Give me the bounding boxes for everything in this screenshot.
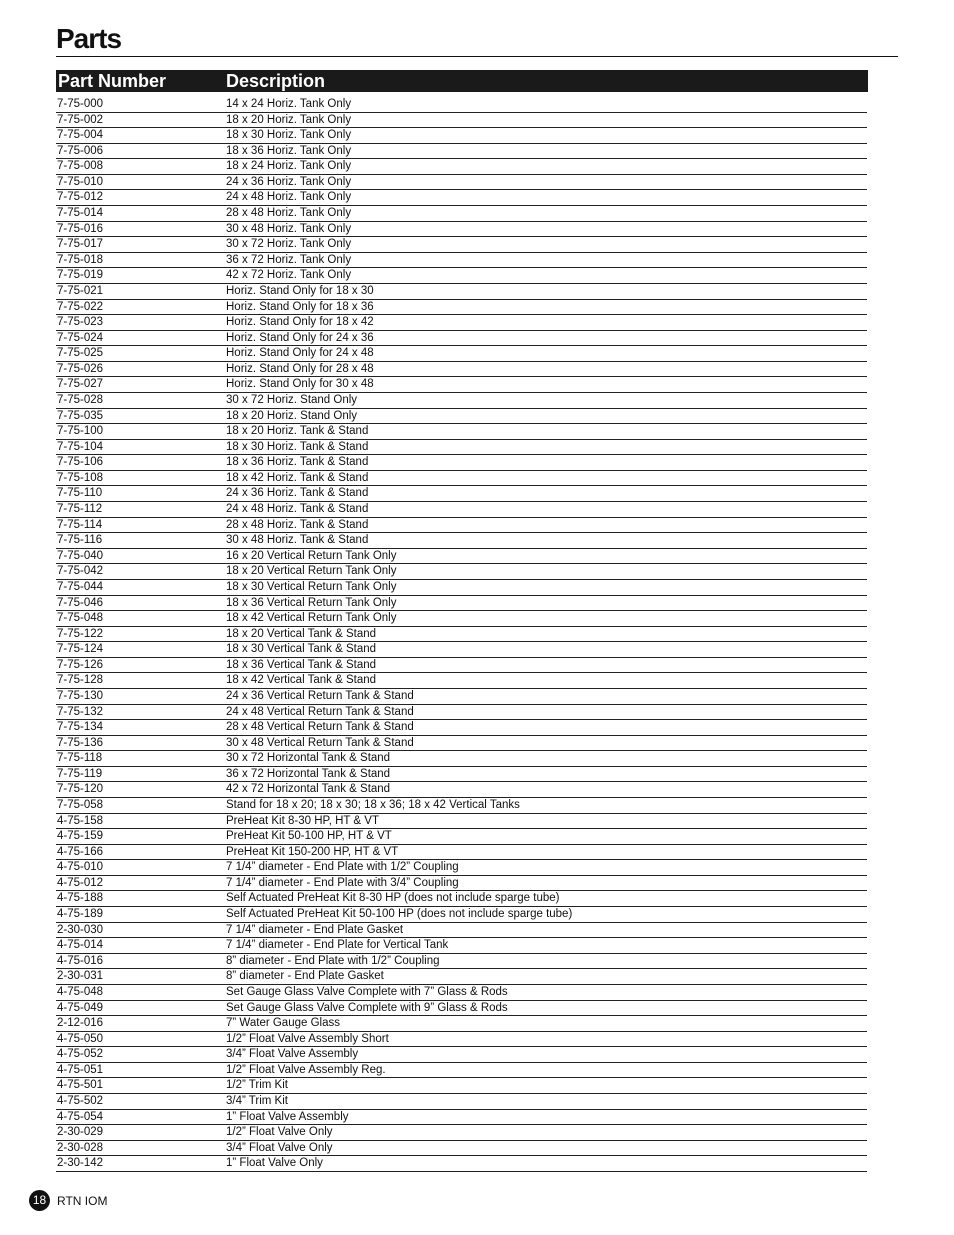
description-cell: 18 x 36 Horiz. Tank & Stand [226, 456, 369, 469]
page-number-badge: 18 [29, 1190, 50, 1211]
table-row [56, 159, 867, 175]
table-row [56, 1094, 867, 1110]
table-row [56, 144, 867, 160]
description-cell: 18 x 30 Horiz. Tank & Stand [226, 440, 369, 453]
table-row [56, 845, 867, 861]
part-number-cell: 4-75-049 [57, 1001, 104, 1014]
description-cell: PreHeat Kit 8-30 HP, HT & VT [226, 814, 379, 827]
parts-table-header [56, 70, 868, 92]
part-number-cell: 7-75-110 [57, 487, 103, 500]
table-row [56, 190, 867, 206]
table-row [56, 969, 867, 985]
part-number-cell: 7-75-134 [57, 721, 104, 734]
table-row [56, 440, 867, 456]
part-number-cell: 7-75-130 [57, 689, 104, 702]
part-number-cell: 7-75-104 [57, 440, 104, 453]
part-number-cell: 2-12-016 [57, 1017, 104, 1030]
table-row [56, 954, 867, 970]
part-number-cell: 2-30-030 [57, 923, 104, 936]
table-row [56, 627, 867, 643]
table-row [56, 268, 867, 284]
description-cell: Horiz. Stand Only for 18 x 30 [226, 284, 374, 297]
part-number-cell: 7-75-024 [57, 331, 104, 344]
table-row [56, 923, 867, 939]
description-cell: 42 x 72 Horiz. Tank Only [226, 269, 352, 282]
page-title: Parts [56, 23, 122, 54]
table-row [56, 222, 867, 238]
part-number-cell: 4-75-012 [57, 876, 104, 889]
part-number-cell: 7-75-108 [57, 471, 104, 484]
table-row [56, 533, 867, 549]
description-cell: 30 x 72 Horiz. Tank Only [226, 238, 352, 251]
table-row [56, 580, 867, 596]
part-number-cell: 7-75-018 [57, 253, 104, 266]
part-number-cell: 2-30-031 [57, 970, 104, 983]
part-number-cell: 2-30-029 [57, 1126, 104, 1139]
table-row [56, 113, 867, 129]
part-number-cell: 7-75-040 [57, 549, 104, 562]
part-number-cell: 7-75-027 [57, 378, 104, 391]
part-number-cell: 4-75-189 [57, 908, 104, 921]
table-row [56, 393, 867, 409]
part-number-cell: 7-75-124 [57, 643, 104, 656]
description-cell: Horiz. Stand Only for 18 x 42 [226, 316, 374, 329]
description-cell: 1” Float Valve Only [226, 1157, 323, 1170]
description-cell: 7 1/4” diameter - End Plate Gasket [226, 923, 404, 936]
part-number-cell: 4-75-166 [57, 845, 104, 858]
description-cell: 30 x 48 Horiz. Tank & Stand [226, 534, 369, 547]
description-cell: 42 x 72 Horizontal Tank & Stand [226, 783, 391, 796]
table-row [56, 206, 867, 222]
part-number-cell: 7-75-114 [57, 518, 103, 531]
part-number-cell: 7-75-008 [57, 160, 104, 173]
part-number-cell: 4-75-014 [57, 939, 104, 952]
table-row [56, 767, 867, 783]
description-cell: 18 x 20 Horiz. Tank Only [226, 113, 352, 126]
description-cell: 18 x 42 Vertical Tank & Stand [226, 674, 377, 687]
part-number-cell: 7-75-058 [57, 799, 104, 812]
description-cell: 1/2” Float Valve Assembly Reg. [226, 1063, 386, 1076]
description-cell: 18 x 42 Vertical Return Tank Only [226, 612, 397, 625]
part-number-cell: 4-75-158 [57, 814, 104, 827]
description-cell: 18 x 36 Vertical Tank & Stand [226, 658, 377, 671]
description-cell: 18 x 42 Horiz. Tank & Stand [226, 471, 369, 484]
table-row [56, 891, 867, 907]
part-number-cell: 7-75-023 [57, 316, 104, 329]
table-row [56, 455, 867, 471]
part-number-cell: 4-75-054 [57, 1110, 104, 1123]
part-number-cell: 7-75-132 [57, 705, 104, 718]
table-row [56, 782, 867, 798]
description-cell: 7 1/4” diameter - End Plate with 1/2” Coupling [226, 861, 459, 874]
table-row [56, 97, 867, 113]
description-cell: 1/2” Float Valve Assembly Short [226, 1032, 389, 1045]
part-number-cell: 7-75-100 [57, 425, 104, 438]
part-number-cell: 7-75-116 [57, 534, 103, 547]
description-cell: 3/4” Trim Kit [226, 1095, 288, 1107]
table-row [56, 549, 867, 565]
part-number-cell: 7-75-122 [57, 627, 104, 640]
description-cell: 36 x 72 Horizontal Tank & Stand [226, 767, 391, 780]
description-cell: 3/4” Float Valve Assembly [226, 1048, 359, 1061]
part-number-cell: 7-75-000 [57, 98, 104, 110]
table-row [56, 315, 867, 331]
part-number-cell: 7-75-136 [57, 736, 104, 749]
part-number-cell: 7-75-016 [57, 222, 104, 235]
description-cell: 18 x 20 Horiz. Tank & Stand [226, 425, 369, 438]
table-row [56, 471, 867, 487]
description-cell: 30 x 48 Vertical Return Tank & Stand [226, 736, 414, 749]
part-number-cell: 7-75-019 [57, 269, 104, 282]
part-number-cell: 7-75-004 [57, 129, 104, 142]
part-number-cell: 7-75-044 [57, 580, 104, 593]
part-number-cell: 7-75-025 [57, 347, 104, 360]
description-cell: 28 x 48 Horiz. Tank Only [226, 207, 352, 220]
part-number-cell: 7-75-046 [57, 596, 104, 609]
table-row [56, 907, 867, 923]
column-header-part-number: Part Number [58, 71, 167, 91]
part-number-cell: 7-75-106 [57, 456, 104, 469]
table-row [56, 128, 867, 144]
description-cell: 24 x 48 Horiz. Tank Only [226, 191, 352, 204]
description-cell: 1” Float Valve Assembly [226, 1110, 349, 1123]
table-row [56, 284, 867, 300]
description-cell: 18 x 36 Vertical Return Tank Only [226, 596, 397, 609]
table-row [56, 798, 867, 814]
table-row [56, 938, 867, 954]
part-number-cell: 7-75-126 [57, 658, 104, 671]
part-number-cell: 7-75-128 [57, 674, 104, 687]
part-number-cell: 4-75-159 [57, 830, 104, 843]
table-row [56, 611, 867, 627]
part-number-cell: 4-75-188 [57, 892, 104, 905]
table-row [56, 1125, 867, 1141]
part-number-cell: 7-75-112 [57, 503, 103, 516]
part-number-cell: 4-75-016 [57, 954, 104, 967]
description-cell: PreHeat Kit 50-100 HP, HT & VT [226, 830, 392, 843]
table-row [56, 736, 867, 752]
part-number-cell: 7-75-042 [57, 565, 104, 578]
part-number-cell: 7-75-006 [57, 144, 104, 157]
description-cell: PreHeat Kit 150-200 HP, HT & VT [226, 845, 399, 858]
description-cell: 30 x 48 Horiz. Tank Only [226, 222, 352, 235]
table-row [56, 175, 867, 191]
description-cell: Horiz. Stand Only for 24 x 48 [226, 347, 374, 360]
table-row [56, 486, 867, 502]
description-cell: Horiz. Stand Only for 18 x 36 [226, 300, 374, 313]
description-cell: 18 x 30 Vertical Tank & Stand [226, 643, 377, 656]
part-number-cell: 7-75-014 [57, 207, 104, 220]
table-row [56, 1063, 867, 1079]
table-row [56, 876, 867, 892]
description-cell: 24 x 48 Horiz. Tank & Stand [226, 503, 369, 516]
table-row [56, 346, 867, 362]
table-row [56, 253, 867, 269]
table-row [56, 409, 867, 425]
part-number-cell: 7-75-028 [57, 393, 104, 406]
part-number-cell: 4-75-050 [57, 1032, 104, 1045]
table-row [56, 362, 867, 378]
part-number-cell: 4-75-501 [57, 1079, 104, 1092]
table-row [56, 1110, 867, 1126]
part-number-cell: 4-75-502 [57, 1095, 104, 1107]
description-cell: 7” Water Gauge Glass [226, 1017, 340, 1030]
description-cell: Horiz. Stand Only for 28 x 48 [226, 362, 374, 375]
table-row [56, 564, 867, 580]
part-number-cell: 4-75-048 [57, 985, 104, 998]
table-row [56, 1001, 867, 1017]
part-number-cell: 2-30-142 [57, 1157, 104, 1170]
description-cell: Set Gauge Glass Valve Complete with 9” Glass & Rods [226, 1001, 508, 1014]
description-cell: 30 x 72 Horizontal Tank & Stand [226, 752, 391, 765]
description-cell: 7 1/4” diameter - End Plate with 3/4” Coupling [226, 876, 459, 889]
part-number-cell: 7-75-017 [57, 238, 104, 251]
table-row [56, 860, 867, 876]
description-cell: 8” diameter - End Plate with 1/2” Coupling [226, 954, 440, 967]
part-number-cell: 7-75-118 [57, 752, 103, 765]
description-cell: Self Actuated PreHeat Kit 8-30 HP (does not include sparge tube) [226, 892, 560, 905]
part-number-cell: 7-75-120 [57, 783, 104, 796]
description-cell: 3/4” Float Valve Only [226, 1141, 333, 1154]
description-cell: 18 x 36 Horiz. Tank Only [226, 144, 352, 157]
description-cell: 8” diameter - End Plate Gasket [226, 970, 384, 983]
table-row [56, 377, 867, 393]
table-row [56, 673, 867, 689]
table-row [56, 689, 867, 705]
table-row [56, 1016, 867, 1032]
table-row [56, 502, 867, 518]
column-header-description: Description [226, 71, 326, 91]
description-cell: 18 x 24 Horiz. Tank Only [226, 160, 352, 173]
description-cell: 7 1/4” diameter - End Plate for Vertical Tank [226, 939, 449, 952]
part-number-cell: 7-75-035 [57, 409, 104, 422]
table-row [56, 237, 867, 253]
description-cell: 28 x 48 Vertical Return Tank & Stand [226, 721, 414, 734]
part-number-cell: 7-75-002 [57, 113, 104, 126]
description-cell: Set Gauge Glass Valve Complete with 7” Glass & Rods [226, 985, 508, 998]
table-row [56, 1156, 867, 1172]
description-cell: Horiz. Stand Only for 30 x 48 [226, 378, 374, 391]
description-cell: 18 x 30 Horiz. Tank Only [226, 129, 352, 142]
table-row [56, 751, 867, 767]
description-cell: 18 x 20 Vertical Return Tank Only [226, 565, 397, 578]
part-number-cell: 4-75-051 [57, 1063, 104, 1076]
description-cell: 24 x 48 Vertical Return Tank & Stand [226, 705, 414, 718]
table-row [56, 518, 867, 534]
description-cell: 18 x 20 Vertical Tank & Stand [226, 627, 377, 640]
table-row [56, 1032, 867, 1048]
parts-table-body [56, 97, 867, 1172]
description-cell: 14 x 24 Horiz. Tank Only [226, 98, 352, 110]
description-cell: 18 x 30 Vertical Return Tank Only [226, 580, 397, 593]
part-number-cell: 7-75-012 [57, 191, 104, 204]
part-number-cell: 2-30-028 [57, 1141, 104, 1154]
description-cell: Self Actuated PreHeat Kit 50-100 HP (does not include sparge tube) [226, 908, 573, 921]
part-number-cell: 7-75-010 [57, 175, 104, 188]
part-number-cell: 7-75-021 [57, 284, 104, 297]
table-row [56, 829, 867, 845]
description-cell: 28 x 48 Horiz. Tank & Stand [226, 518, 369, 531]
table-row [56, 1047, 867, 1063]
description-cell: 36 x 72 Horiz. Tank Only [226, 253, 352, 266]
description-cell: 1/2” Float Valve Only [226, 1126, 333, 1139]
table-row [56, 658, 867, 674]
table-row [56, 642, 867, 658]
part-number-cell: 4-75-010 [57, 861, 104, 874]
description-cell: 30 x 72 Horiz. Stand Only [226, 393, 358, 406]
table-row [56, 424, 867, 440]
table-row [56, 720, 867, 736]
part-number-cell: 7-75-048 [57, 612, 104, 625]
description-cell: 24 x 36 Vertical Return Tank & Stand [226, 689, 414, 702]
table-row [56, 331, 867, 347]
table-row [56, 985, 867, 1001]
table-row [56, 814, 867, 830]
description-cell: 18 x 20 Horiz. Stand Only [226, 409, 358, 422]
table-row [56, 596, 867, 612]
table-row [56, 300, 867, 316]
title-divider [56, 56, 898, 57]
part-number-cell: 7-75-119 [57, 767, 103, 780]
description-cell: 1/2” Trim Kit [226, 1079, 288, 1092]
part-number-cell: 7-75-022 [57, 300, 104, 313]
description-cell: Stand for 18 x 20; 18 x 30; 18 x 36; 18 x 42 Vertical Tanks [226, 799, 520, 812]
description-cell: 16 x 20 Vertical Return Tank Only [226, 549, 397, 562]
description-cell: 24 x 36 Horiz. Tank & Stand [226, 487, 369, 500]
table-row [56, 705, 867, 721]
description-cell: Horiz. Stand Only for 24 x 36 [226, 331, 374, 344]
part-number-cell: 4-75-052 [57, 1048, 104, 1061]
description-cell: 24 x 36 Horiz. Tank Only [226, 175, 352, 188]
table-row [56, 1078, 867, 1094]
footer-document-label: RTN IOM [57, 1194, 108, 1208]
part-number-cell: 7-75-026 [57, 362, 104, 375]
table-row [56, 1141, 867, 1157]
